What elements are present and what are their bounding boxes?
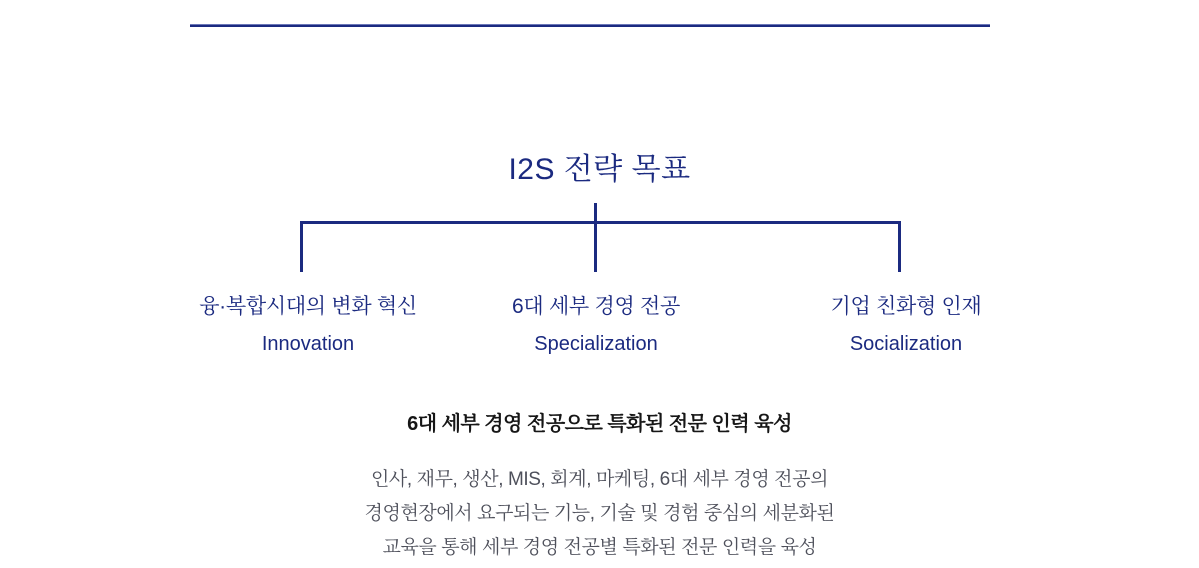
branch-innovation-korean-label: 융·복합시대의 변화 혁신 (199, 295, 417, 318)
branch-socialization (754, 292, 1058, 357)
detail-paragraph-line-1: 인사, 재무, 생산, MIS, 회계, 마케팅, 6대 세부 경영 전공의 (370, 469, 829, 490)
detail-paragraph-line-2: 경영현장에서 요구되는 기능, 기술 및 경험 중심의 세분화된 (364, 503, 835, 524)
branch-socialization-english-label: Socialization (849, 333, 963, 355)
branch-socialization-korean-label: 기업 친화형 인재 (830, 295, 982, 318)
page-title: I2S 전략 목표 (508, 153, 691, 186)
connector-drop-left (300, 221, 303, 272)
connector-horizontal (300, 221, 901, 224)
branch-innovation-english-label: Innovation (261, 333, 355, 355)
branch-specialization-english-label: Specialization (534, 333, 658, 355)
connector-drop-right (898, 221, 901, 272)
detail-paragraph (0, 463, 1199, 565)
branch-innovation (156, 292, 460, 357)
connector-drop-center (594, 221, 597, 272)
detail-paragraph-line-3: 교육을 통해 세부 경영 전공별 특화된 전문 인력을 육성 (382, 537, 817, 558)
detail-heading: 6대 세부 경영 전공으로 특화된 전문 인력 육성 (407, 413, 792, 435)
branch-specialization-korean-label: 6대 세부 경영 전공 (512, 295, 680, 318)
top-divider (190, 24, 990, 27)
connector-stub-top (594, 203, 597, 223)
branch-specialization (444, 292, 748, 357)
